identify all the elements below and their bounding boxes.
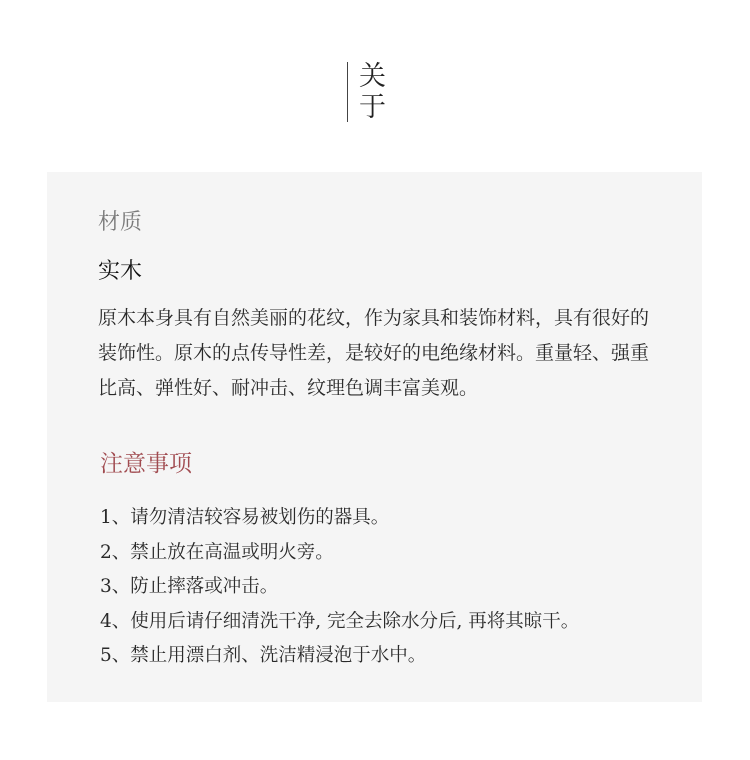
info-panel — [47, 172, 702, 702]
material-label: 材质 — [98, 210, 143, 235]
note-item: 1、请勿清洁较容易被划伤的器具。 — [100, 507, 390, 528]
heading-divider — [347, 62, 348, 122]
note-item: 4、使用后请仔细清洗干净, 完全去除水分后, 再将其晾干。 — [100, 610, 580, 632]
notes-list — [100, 501, 579, 674]
material-description: 原木本身具有自然美丽的花纹，作为家具和装饰材料，具有很好的装饰性。原木的点传导性差，是较好的电绝缘材料。重量轻、强重比高、弹性好、耐冲击、纹理色调丰富美观。 — [98, 307, 650, 399]
material-name: 实木 — [98, 259, 143, 284]
note-item: 2、禁止放在高温或明火旁。 — [100, 541, 334, 563]
note-item: 5、禁止用漂白剂、洗洁精浸泡于水中。 — [100, 645, 427, 666]
notes-title: 注意事项 — [100, 451, 192, 477]
note-item: 3、防止摔落或冲击。 — [100, 576, 279, 597]
page-title: 关于 — [359, 61, 386, 123]
